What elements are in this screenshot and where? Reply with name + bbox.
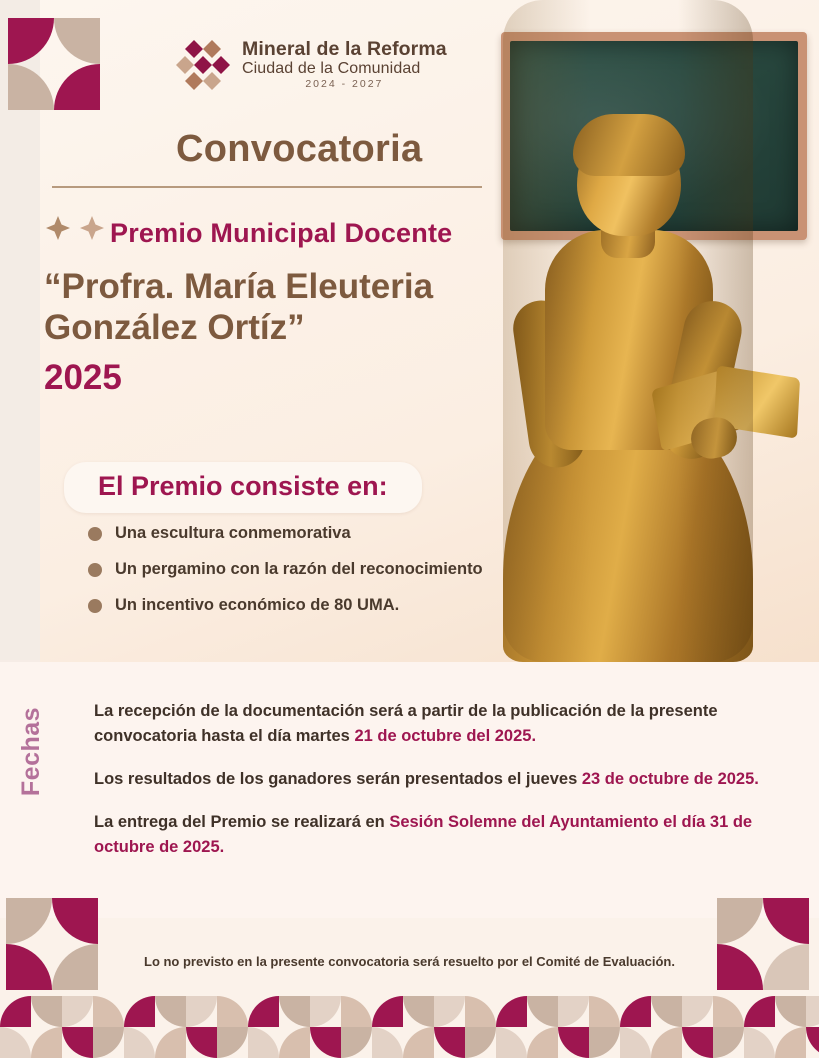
stars-group — [44, 214, 106, 242]
award-name: “Profra. María Eleuteria González Ortíz” — [44, 267, 434, 348]
logo-subtitle: Ciudad de la Comunidad — [242, 60, 421, 78]
pattern-cell — [434, 996, 465, 1027]
pattern-cell — [124, 996, 155, 1027]
date-text-plain: La entrega del Premio se realizará en — [94, 812, 390, 831]
pattern-cell — [124, 1027, 155, 1058]
date-text-highlight: Sesión Solemne del Ayuntamiento el día 31 de octubre de 2025. — [94, 812, 753, 856]
pattern-cell — [372, 1027, 403, 1058]
list-item — [88, 524, 558, 543]
pattern-cell — [403, 1027, 434, 1058]
dates-label — [12, 676, 52, 826]
corner-decoration-top-left — [8, 18, 104, 122]
pattern-cell — [589, 996, 620, 1027]
logo-years: 2024 - 2027 — [305, 78, 384, 91]
pattern-cell — [372, 996, 403, 1027]
pattern-cell — [496, 1027, 527, 1058]
pattern-cell — [0, 1027, 31, 1058]
pattern-cell — [465, 1027, 496, 1058]
date-paragraph — [94, 767, 784, 792]
date-text-highlight: 23 de octubre de 2025. — [581, 769, 759, 788]
pattern-cell — [403, 996, 434, 1027]
pattern-cell — [682, 996, 713, 1027]
dates-label-text: Fechas — [17, 706, 46, 796]
pattern-cell — [713, 996, 744, 1027]
pattern-cell — [558, 996, 589, 1027]
pattern-cell — [279, 996, 310, 1027]
pattern-cell — [682, 1027, 713, 1058]
bullet-icon — [88, 563, 102, 577]
date-text-highlight: 21 de octubre del 2025. — [354, 726, 537, 745]
pattern-cell — [527, 996, 558, 1027]
municipal-logo — [176, 36, 447, 94]
pattern-cell — [341, 996, 372, 1027]
pattern-cell — [620, 1027, 651, 1058]
logo-title: Mineral de la Reforma — [242, 38, 447, 61]
pattern-cell — [186, 1027, 217, 1058]
date-paragraph — [94, 699, 784, 749]
pattern-cell — [620, 996, 651, 1027]
star-icon — [44, 214, 72, 242]
pattern-cell — [31, 1027, 62, 1058]
pattern-cell — [775, 1027, 806, 1058]
pattern-cell — [186, 996, 217, 1027]
prize-item-label: Un incentivo económico de 80 UMA. — [115, 596, 400, 614]
pattern-cell — [0, 996, 31, 1027]
handshake-logo-icon — [176, 36, 230, 94]
pattern-cell — [434, 1027, 465, 1058]
footer-note: Lo no previsto en la presente convocatoria será resuelto por el Comité de Evaluación. — [144, 954, 675, 969]
pattern-cell — [806, 1027, 819, 1058]
bullet-icon — [88, 599, 102, 613]
footer-pattern — [0, 996, 819, 1058]
pattern-cell — [310, 1027, 341, 1058]
prize-list — [88, 524, 558, 632]
pattern-cell — [310, 996, 341, 1027]
pattern-cell — [248, 1027, 279, 1058]
page-title: Convocatoria — [176, 128, 423, 170]
pattern-cell — [62, 1027, 93, 1058]
date-text-plain: La recepción de la documentación será a partir de la publicación de la presente convocatoria hasta el día martes — [94, 701, 718, 745]
pattern-cell — [248, 996, 279, 1027]
pattern-cell — [93, 1027, 124, 1058]
pattern-cell — [651, 1027, 682, 1058]
list-item — [88, 596, 558, 615]
award-prefix: Premio Municipal Docente — [110, 218, 453, 248]
corner-decoration-bottom-left — [6, 898, 102, 1002]
title-divider — [52, 186, 482, 188]
pattern-cell — [558, 1027, 589, 1058]
date-text-plain: Los resultados de los ganadores serán presentados el jueves — [94, 769, 582, 788]
pattern-cell — [217, 996, 248, 1027]
dates-body — [94, 682, 784, 878]
pattern-cell — [589, 1027, 620, 1058]
pattern-cell — [744, 1027, 775, 1058]
pattern-cell — [651, 996, 682, 1027]
corner-decoration-bottom-right — [717, 898, 813, 1002]
pattern-cell — [744, 996, 775, 1027]
pattern-cell — [62, 996, 93, 1027]
bullet-icon — [88, 527, 102, 541]
pattern-cell — [806, 996, 819, 1027]
pattern-cell — [341, 1027, 372, 1058]
list-item — [88, 560, 558, 579]
pattern-cell — [31, 996, 62, 1027]
pattern-cell — [279, 1027, 310, 1058]
pattern-cell — [465, 996, 496, 1027]
pattern-cell — [93, 996, 124, 1027]
pattern-cell — [775, 996, 806, 1027]
pattern-cell — [155, 1027, 186, 1058]
logo-text-block — [242, 39, 447, 91]
pattern-cell — [217, 1027, 248, 1058]
star-icon — [78, 214, 106, 242]
prize-item-label: Una escultura conmemorativa — [115, 524, 351, 542]
prize-item-label: Un pergamino con la razón del reconocimiento — [115, 560, 483, 578]
prize-heading: El Premio consiste en: — [64, 462, 422, 513]
pattern-cell — [713, 1027, 744, 1058]
award-year: 2025 — [44, 358, 122, 397]
date-paragraph — [94, 810, 784, 860]
pattern-cell — [527, 1027, 558, 1058]
pattern-cell — [496, 996, 527, 1027]
pattern-cell — [155, 996, 186, 1027]
